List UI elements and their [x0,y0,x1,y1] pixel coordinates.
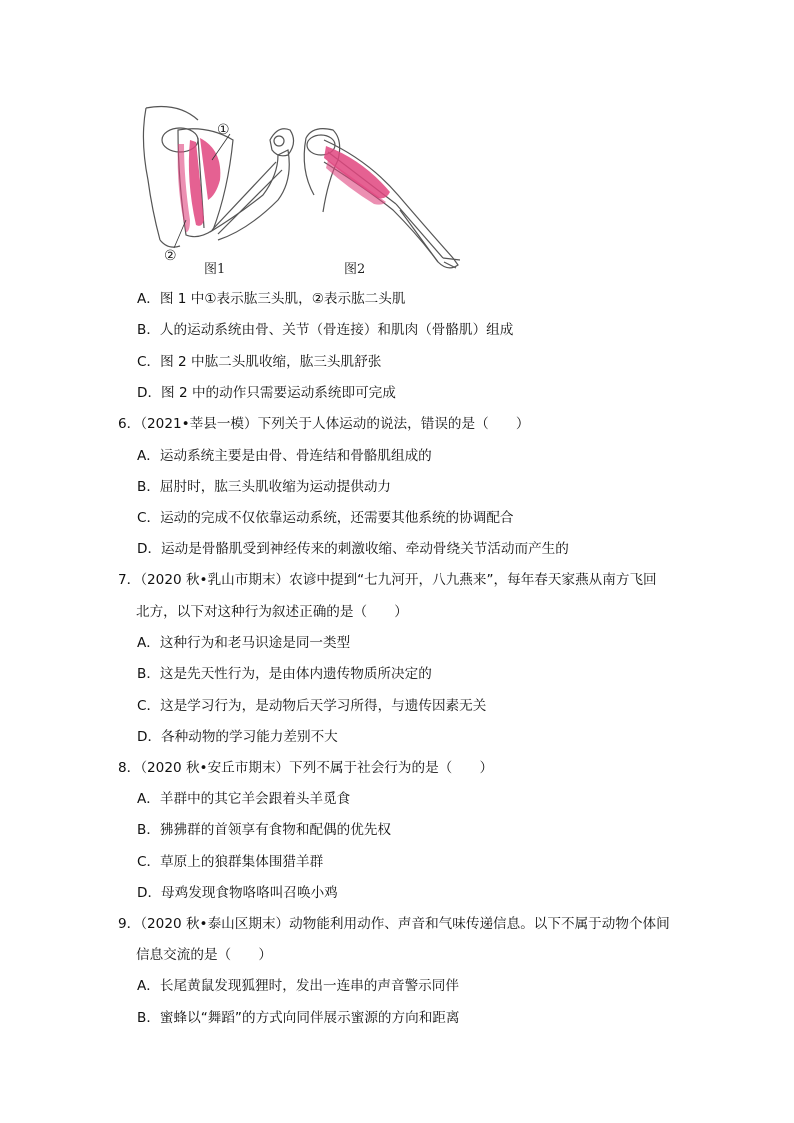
q5-option-d: D．图 2 中的动作只需要运动系统即可完成 [137,385,396,401]
q8-option-d: D．母鸡发现食物咯咯叫召唤小鸡 [137,885,338,901]
q9-stem-line2: 信息交流的是（ ） [136,947,272,963]
q6-option-d: D．运动是骨骼肌受到神经传来的刺激收缩、牵动骨绕关节活动而产生的 [137,541,569,557]
q7-option-c: C．这是学习行为，是动物后天学习所得，与遗传因素无关 [137,698,487,714]
q7-option-a: A．这种行为和老马识途是同一类型 [137,635,351,651]
q8-option-a: A．羊群中的其它羊会跟着头羊觅食 [137,791,351,807]
q7-stem-line2: 北方，以下对这种行为叙述正确的是（ ） [136,604,408,620]
arm-diagram-illustration [138,100,468,280]
q6-stem: 6．（2021•莘县一模）下列关于人体运动的说法，错误的是（ ） [118,416,530,432]
q8-option-b: B．狒狒群的首领享有食物和配偶的优先权 [137,822,392,838]
q5-option-a: A．图 1 中①表示肱三头肌，②表示肱二头肌 [137,291,406,307]
q7-option-d: D．各种动物的学习能力差别不大 [137,729,338,745]
q9-option-a: A．长尾黄鼠发现狐狸时，发出一连串的声音警示同伴 [137,978,459,994]
q7-option-b: B．这是先天性行为，是由体内遗传物质所决定的 [137,666,432,682]
q7-stem-line1: 7．（2020 秋•乳山市期末）农谚中提到“七九河开，八九燕来”，每年春天家燕从南方飞回 [118,572,657,588]
figure-1-label: 图1 [204,262,226,277]
q6-option-a: A．运动系统主要是由骨、骨连结和骨骼肌组成的 [137,448,432,464]
q6-option-c: C．运动的完成不仅依靠运动系统，还需要其他系统的协调配合 [137,510,514,526]
q9-stem-line1: 9．（2020 秋•泰山区期末）动物能利用动作、声音和气味传递信息。以下不属于动物个体间 [118,916,670,932]
figure-2-label: 图2 [344,262,366,277]
marker-2: ② [164,248,177,264]
arm-muscle-figure [138,100,468,280]
q5-option-c: C．图 2 中肱二头肌收缩，肱三头肌舒张 [137,354,382,370]
q6-option-b: B．屈肘时，肱三头肌收缩为运动提供动力 [137,479,392,495]
q8-stem: 8．（2020 秋•安丘市期末）下列不属于社会行为的是（ ） [118,760,494,776]
q8-option-c: C．草原上的狼群集体围猎羊群 [137,854,324,870]
marker-1: ① [217,122,230,138]
q9-option-b: B．蜜蜂以“舞蹈”的方式向同伴展示蜜源的方向和距离 [137,1010,460,1026]
q5-option-b: B．人的运动系统由骨、关节（骨连接）和肌肉（骨骼肌）组成 [137,322,514,338]
